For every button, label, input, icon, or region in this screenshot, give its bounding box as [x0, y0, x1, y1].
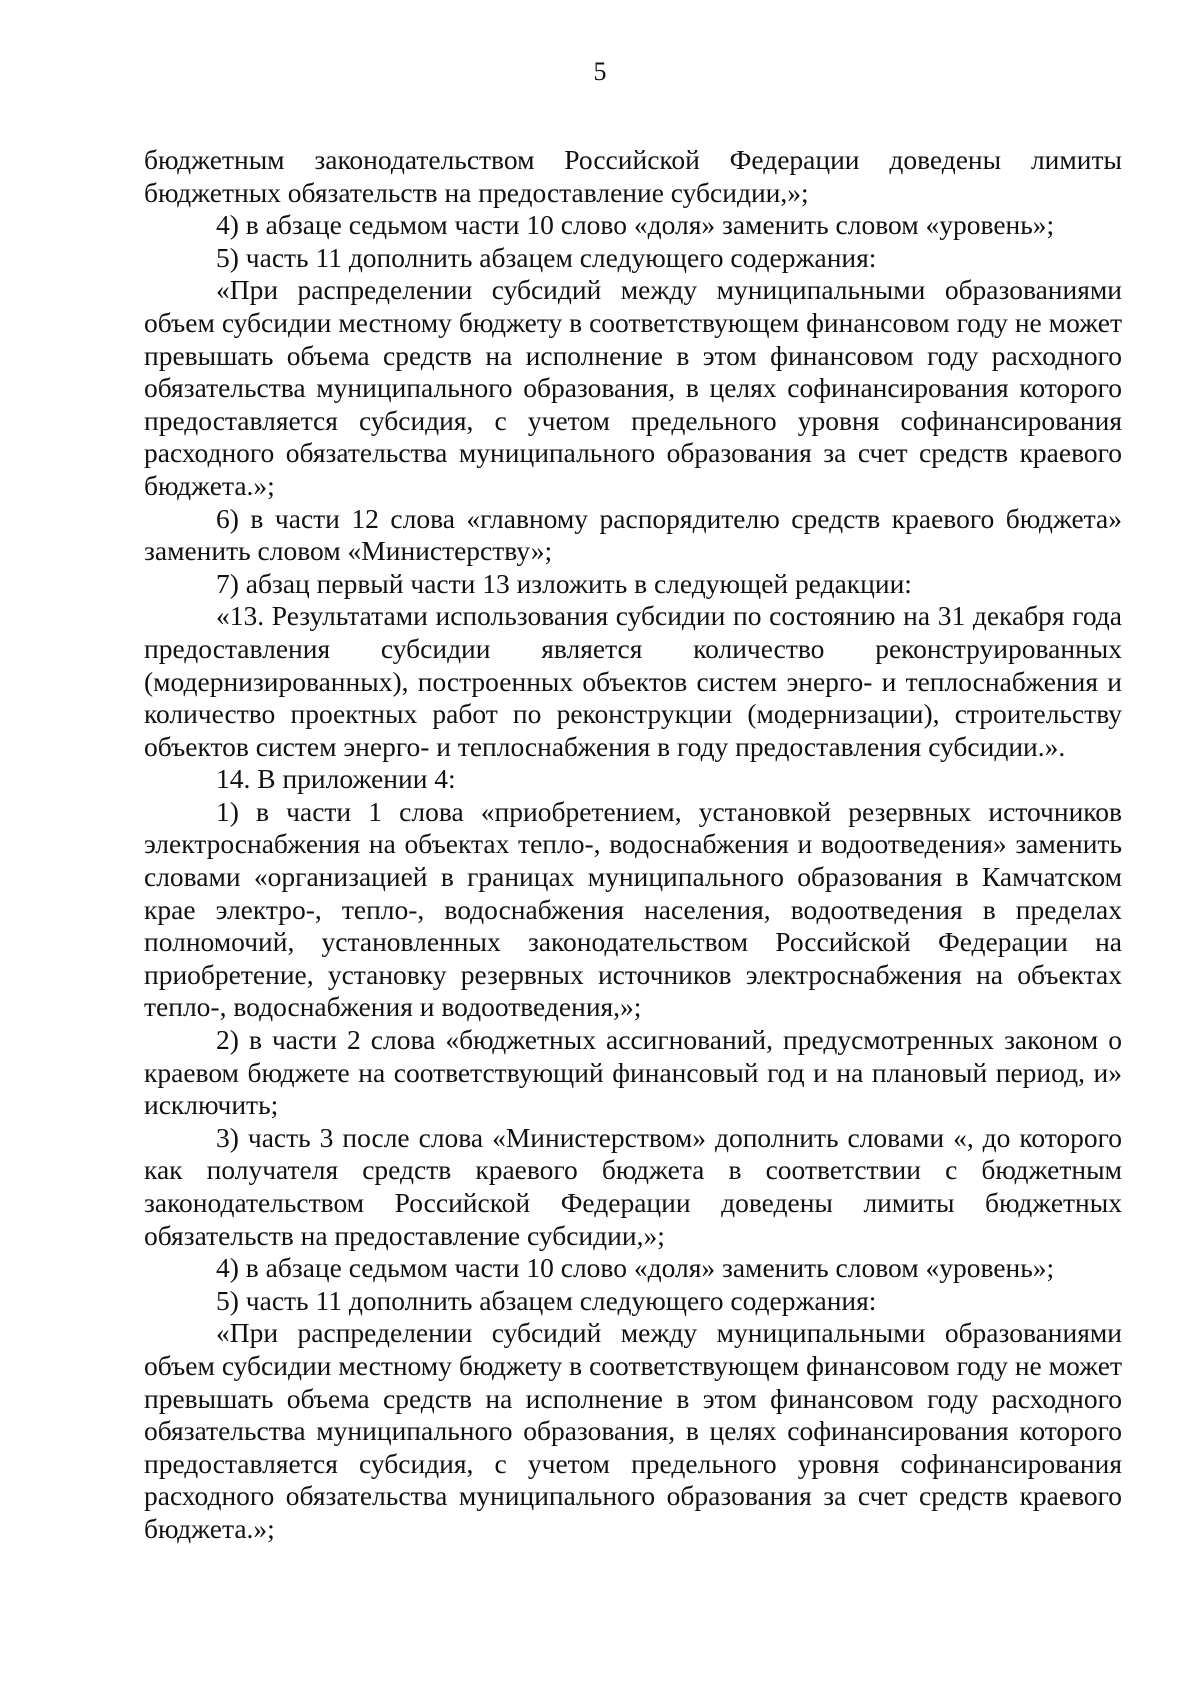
paragraph-quote-13: «13. Результатами использования субсидии по состоянию на 31 декабря года предоставления субсидии является количество реконструированных (модернизированных), построенных объектов систем энерго- и теплоснабжения и количество проектных работ по реконструкции (модернизации), строительству объектов систем энерго- и теплоснабжения в году предоставления субсидии.». — [144, 600, 1122, 762]
paragraph-item-2: 2) в части 2 слова «бюджетных ассигнований, предусмотренных законом о краевом бюджете на соответствующий финансовый год и на плановый период, и» исключить; — [144, 1024, 1122, 1121]
paragraph-continuation: бюджетным законодательством Российской Федерации доведены лимиты бюджетных обязательств на предоставление субсидии,»; — [144, 144, 1122, 208]
paragraph-item-4: 4) в абзаце седьмом части 10 слово «доля» заменить словом «уровень»; — [216, 209, 1055, 241]
paragraph-quote: «При распределении субсидий между муниципальными образованиями объем субсидии местному бюджету в соответствующем финансовом году не может превышать объема средств на исполнение в этом финансовом году расходного обязательства муниципального образования, в целях софинансирования которого предоставляется субсидия, с учетом предельного уровня софинансирования расходного обязательства муниципального образования за счет средств краевого бюджета.»; — [144, 274, 1122, 501]
paragraph-item-4-repeat: 4) в абзаце седьмом части 10 слово «доля» заменить словом «уровень»; — [216, 1252, 1055, 1284]
paragraph-item-3: 3) часть 3 после слова «Министерством» дополнить словами «, до которого как получателя средств краевого бюджета в соответствии с бюджетным законодательством Российской Федерации доведены лимиты бюджетных обязательств на предоставление субсидии,»; — [144, 1121, 1122, 1251]
paragraph-quote-repeat: «При распределении субсидий между муниципальными образованиями объем субсидии местному бюджету в соответствующем финансовом году не может превышать объема средств на исполнение в этом финансовом году расходного обязательства муниципального образования, в целях софинансирования которого предоставляется субсидия, с учетом предельного уровня софинансирования расходного обязательства муниципального образования за счет средств краевого бюджета.»; — [144, 1317, 1122, 1544]
paragraph-item-5: 5) часть 11 дополнить абзацем следующего содержания: — [216, 241, 877, 273]
paragraph-item-1: 1) в части 1 слова «приобретением, установкой резервных источников электроснабжения на объектах тепло-, водоснабжения и водоотведения» заменить словами «организацией в границах муниципального образования в Камчатском крае электро-, тепло-, водоснабжения населения, водоотведения в пределах полномочий, установленных законодательством Российской Федерации на приобретение, установку резервных источников электроснабжения на объектах тепло-, водоснабжения и водоотведения,»; — [144, 795, 1122, 1023]
paragraph-item-6: 6) в части 12 слова «главному распорядителю средств краевого бюджета» заменить словом «Министерству»; — [144, 502, 1122, 567]
paragraph-section-14: 14. В приложении 4: — [216, 763, 456, 795]
document-body — [144, 144, 1122, 1546]
paragraph-item-7: 7) абзац первый части 13 изложить в следующей редакции: — [216, 567, 912, 599]
paragraph-item-5-repeat: 5) часть 11 дополнить абзацем следующего содержания: — [216, 1284, 877, 1316]
page-number: 5 — [593, 57, 607, 86]
